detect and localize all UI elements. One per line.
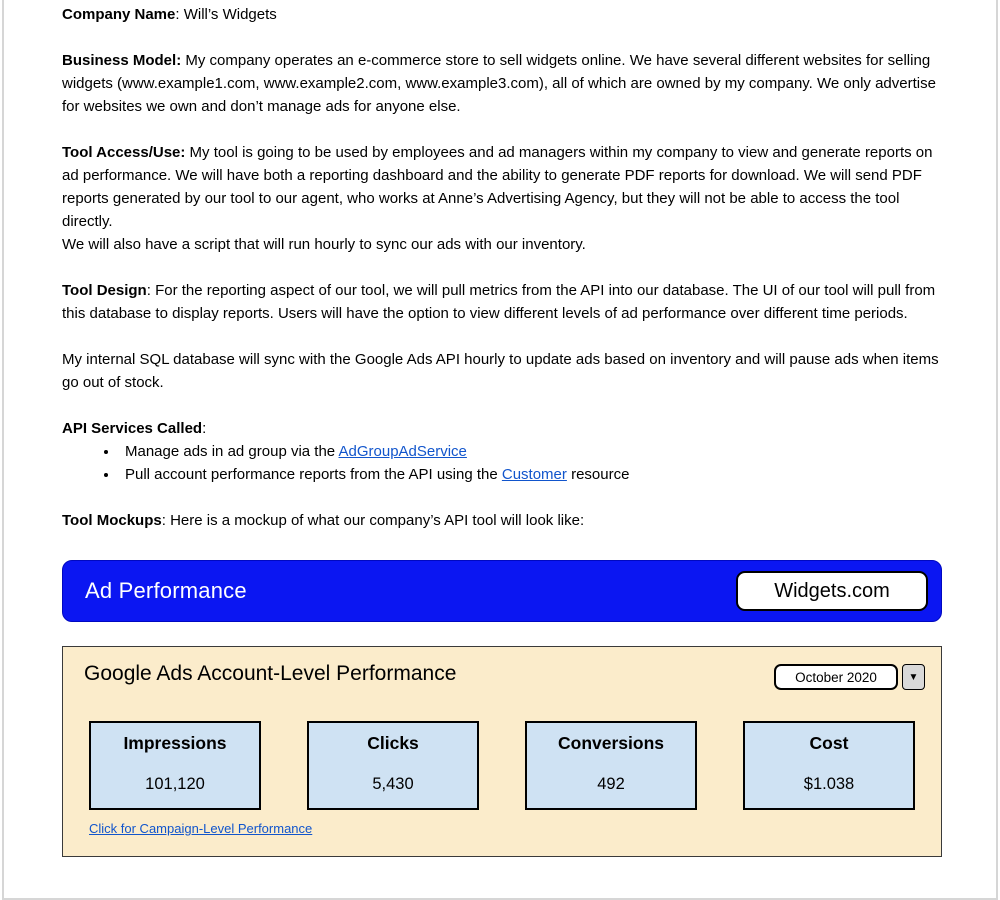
api-services-colon: :	[202, 420, 207, 437]
account-performance-panel	[62, 646, 942, 857]
campaign-level-link[interactable]: Click for Campaign-Level Performance	[89, 821, 313, 836]
chevron-down-icon[interactable]: ▼	[902, 664, 925, 690]
mockup-header-bar	[62, 560, 942, 622]
paragraph-tool-mockups	[62, 509, 942, 532]
paragraph-tool-access	[62, 141, 942, 256]
metric-card-conversions	[525, 721, 697, 810]
bullet-2-pre: Pull account performance reports from the API using the	[125, 466, 502, 483]
paragraph-business-model	[62, 49, 942, 118]
paragraph-company-name	[62, 3, 942, 26]
paragraph-sql-sync	[62, 348, 942, 394]
date-dropdown[interactable]	[774, 664, 925, 690]
tool-design-text: : For the reporting aspect of our tool, we will pull metrics from the API into our database. The UI of our tool will pull from this database to display reports. Users will have the option to view different levels of ad performance over different time periods.	[62, 282, 936, 322]
metric-card-clicks	[307, 721, 479, 810]
bullet-2-post: resource	[566, 466, 630, 483]
metric-value: 101,120	[145, 775, 205, 793]
company-name-label: Company Name	[62, 6, 176, 23]
sql-sync-text: My internal SQL database will sync with the Google Ads API hourly to update ads based on inventory and will pause ads when items go out of stock.	[62, 351, 939, 391]
panel-header-row	[79, 662, 925, 690]
metric-label: Clicks	[367, 733, 419, 753]
paragraph-tool-design	[62, 279, 942, 325]
tool-access-label: Tool Access/Use:	[62, 144, 186, 161]
tool-mockups-label: Tool Mockups	[62, 512, 162, 529]
business-model-text: My company operates an e-commerce store to sell widgets online. We have several different websites for selling widgets (www.example1.com, www.example2.com, www.example3.com), all of which are owned by my company. We only advertise for websites we own and don’t manage ads for anyone else.	[62, 52, 936, 115]
metric-card-impressions	[89, 721, 261, 810]
tool-design-label: Tool Design	[62, 282, 147, 299]
metrics-row	[79, 721, 925, 810]
document-body	[62, 3, 942, 857]
api-services-list	[62, 440, 942, 486]
list-item-customer	[119, 463, 942, 486]
metric-label: Impressions	[123, 733, 227, 753]
panel-title: Google Ads Account-Level Performance	[84, 662, 457, 685]
metric-label: Conversions	[558, 733, 664, 753]
tool-mockups-text: : Here is a mockup of what our company’s API tool will look like:	[161, 512, 585, 529]
adgroupadservice-link[interactable]: AdGroupAdService	[338, 443, 467, 460]
bullet-1-pre: Manage ads in ad group via the	[125, 443, 339, 460]
metric-value: 492	[597, 775, 625, 793]
metric-value: 5,430	[372, 775, 414, 793]
mockup-title: Ad Performance	[85, 578, 247, 603]
widgets-site-button[interactable]: Widgets.com	[736, 571, 928, 611]
customer-link[interactable]: Customer	[501, 466, 567, 483]
tool-access-text: My tool is going to be used by employees and ad managers within my company to view and generate reports on ad performance. We will have both a reporting dashboard and the ability to generate PDF reports for download. We will send PDF reports generated by our tool to our agent, who works at Anne’s Advertising Agency, but they will not be able to access the tool directly.	[62, 144, 933, 230]
tool-access-line2: We will also have a script that will run hourly to sync our ads with our inventory.	[62, 236, 586, 253]
company-name-text: : Will’s Widgets	[175, 6, 277, 23]
date-dropdown-value[interactable]: October 2020	[774, 664, 898, 690]
list-item-adgroupadservice	[119, 440, 942, 463]
api-services-label: API Services Called	[62, 420, 203, 437]
metric-card-cost	[743, 721, 915, 810]
metric-label: Cost	[809, 733, 849, 753]
document-page	[2, 0, 998, 900]
business-model-label: Business Model:	[62, 52, 182, 69]
metric-value: $1.038	[803, 775, 855, 793]
paragraph-api-services	[62, 417, 942, 440]
